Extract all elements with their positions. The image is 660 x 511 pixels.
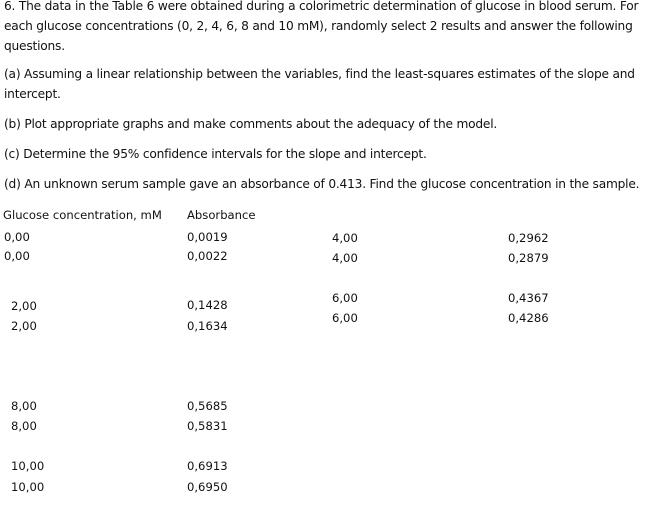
right-row-1-concentration: 4,00 [332,231,358,245]
left-row-3-absorbance: 0,1428 [187,298,228,312]
part-a-text: (a) Assuming a linear relationship between the variables, find the least-squares estimates of the slope and intercept. [4,67,635,101]
left-row-2-absorbance: 0,0022 [187,249,228,263]
part-d-text: (d) An unknown serum sample gave an absorbance of 0.413. Find the glucose concentration in the sample. [4,177,640,191]
left-row-5-absorbance: 0,5685 [187,399,228,413]
right-row-3-concentration: 6,00 [332,291,358,305]
right-row-2-concentration: 4,00 [332,251,358,265]
left-row-4-concentration: 2,00 [11,319,37,333]
problem-intro: 6. The data in the Table 6 were obtained during a colorimetric determination of glucose in blood serum. For each glucose concentrations (0, 2, 4, 6, 8 and 10 mM), randomly select 2 results and answer the following questions. [4,0,639,53]
left-row-7-absorbance: 0,6913 [187,459,228,473]
left-row-7-concentration: 10,00 [11,459,45,473]
right-row-3-absorbance: 0,4367 [508,291,549,305]
column-header-glucose: Glucose concentration, mM [3,208,162,222]
left-row-8-concentration: 10,00 [11,480,45,494]
left-row-8-absorbance: 0,6950 [187,480,228,494]
left-row-3-concentration: 2,00 [11,299,37,313]
left-row-5-concentration: 8,00 [11,399,37,413]
left-row-6-concentration: 8,00 [11,419,37,433]
part-c-text: (c) Determine the 95% confidence intervals for the slope and intercept. [4,147,427,161]
left-row-1-concentration: 0,00 [4,230,30,244]
right-row-1-absorbance: 0,2962 [508,231,549,245]
left-row-6-absorbance: 0,5831 [187,419,228,433]
right-row-4-concentration: 6,00 [332,311,358,325]
left-row-2-concentration: 0,00 [4,249,30,263]
column-header-absorbance: Absorbance [187,208,256,222]
left-row-4-absorbance: 0,1634 [187,319,228,333]
part-b-text: (b) Plot appropriate graphs and make comments about the adequacy of the model. [4,117,498,131]
left-row-1-absorbance: 0,0019 [187,230,228,244]
right-row-2-absorbance: 0,2879 [508,251,549,265]
right-row-4-absorbance: 0,4286 [508,311,549,325]
